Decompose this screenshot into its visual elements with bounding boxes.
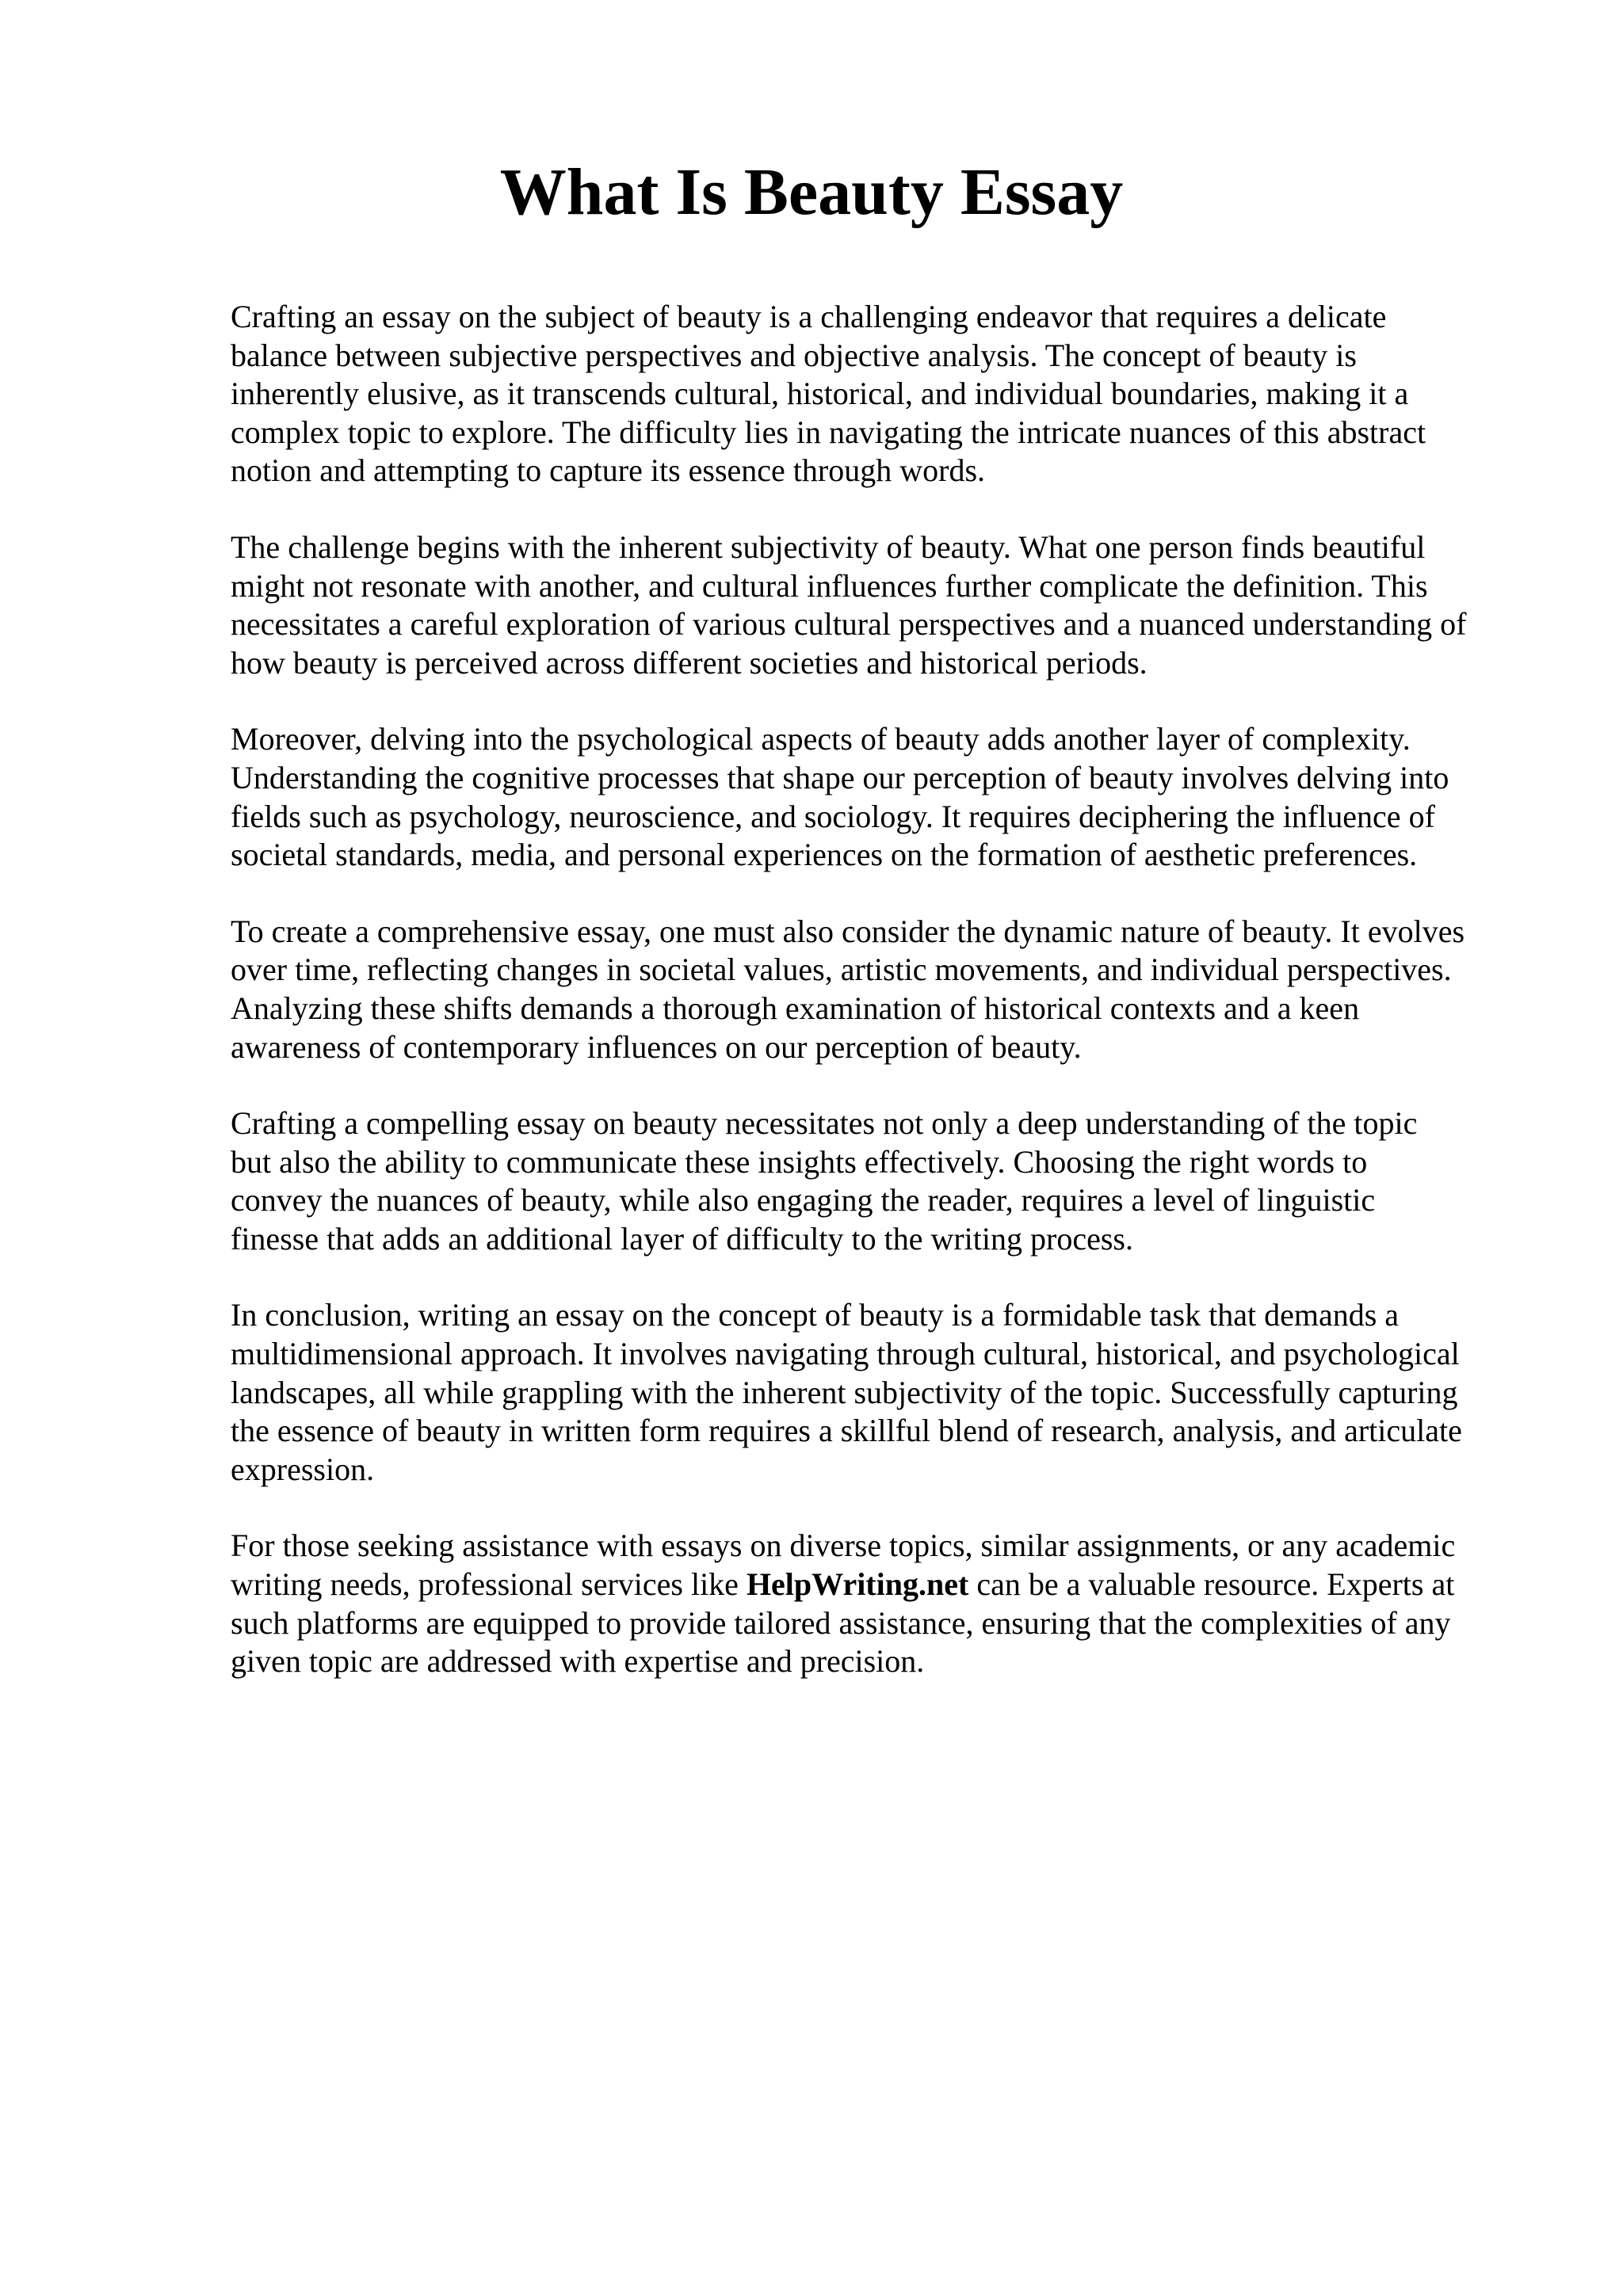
paragraph: To create a comprehensive essay, one must also consider the dynamic nature of beauty. It evolves over time, reflecting changes in societal values, artistic movements, and individual perspectives. Analyzing these shifts demands a thorough examination of historical contexts and a keen awareness of contemporary influences on our perception of beauty. bbox=[231, 913, 1465, 1065]
paragraph: Crafting a compelling essay on beauty necessitates not only a deep understanding of the topic but also the ability to communicate these insights effectively. Choosing the right words to convey the nuances of beauty, while also engaging the reader, requires a level of linguistic finesse that adds an additional layer of difficulty to the writing process. bbox=[231, 1105, 1418, 1257]
closing-paragraph bbox=[231, 1527, 1514, 1680]
paragraph: Crafting an essay on the subject of beauty is a challenging endeavor that requires a delicate balance between subjective perspectives and objective analysis. The concept of beauty is inherently elusive, as it transcends cultural, historical, and individual boundaries, making it a complex topic to explore. The difficulty lies in navigating the intricate nuances of this abstract notion and attempting to capture its essence through words. bbox=[231, 299, 1426, 489]
paragraph: In conclusion, writing an essay on the concept of beauty is a formidable task that demands a multidimensional approach. It involves navigating through cultural, historical, and psychological landscapes, all while grappling with the inherent subjectivity of the topic. Successfully capturing the essence of beauty in written form requires a skillful blend of research, analysis, and articulate expression. bbox=[231, 1297, 1462, 1487]
brand-name: HelpWriting.net bbox=[746, 1566, 969, 1603]
closing-text-after: can be a valuable resource. Experts at such platforms are equipped to provide tailored assistance, ensuring that the complexities of any given topic are addressed with expertise and precision. bbox=[231, 1566, 1455, 1680]
document-title: What Is Beauty Essay bbox=[499, 155, 1124, 229]
paragraph: Moreover, delving into the psychological aspects of beauty adds another layer of complexity. Understanding the cognitive processes that shape our perception of beauty involves delving into fields such as psychology, neuroscience, and sociology. It requires deciphering the influence of societal standards, media, and personal experiences on the formation of aesthetic preferences. bbox=[231, 721, 1449, 873]
closing-text-before: For those seeking assistance with essays on diverse topics, similar assignments, or any academic writing needs, professional services like bbox=[231, 1527, 1456, 1603]
document-body bbox=[231, 298, 1514, 1719]
paragraph: The challenge begins with the inherent subjectivity of beauty. What one person finds beautiful might not resonate with another, and cultural influences further complicate the definition. This necessitates a careful exploration of various cultural perspectives and a nuanced understanding of how beauty is perceived across different societies and historical periods. bbox=[231, 528, 1467, 681]
